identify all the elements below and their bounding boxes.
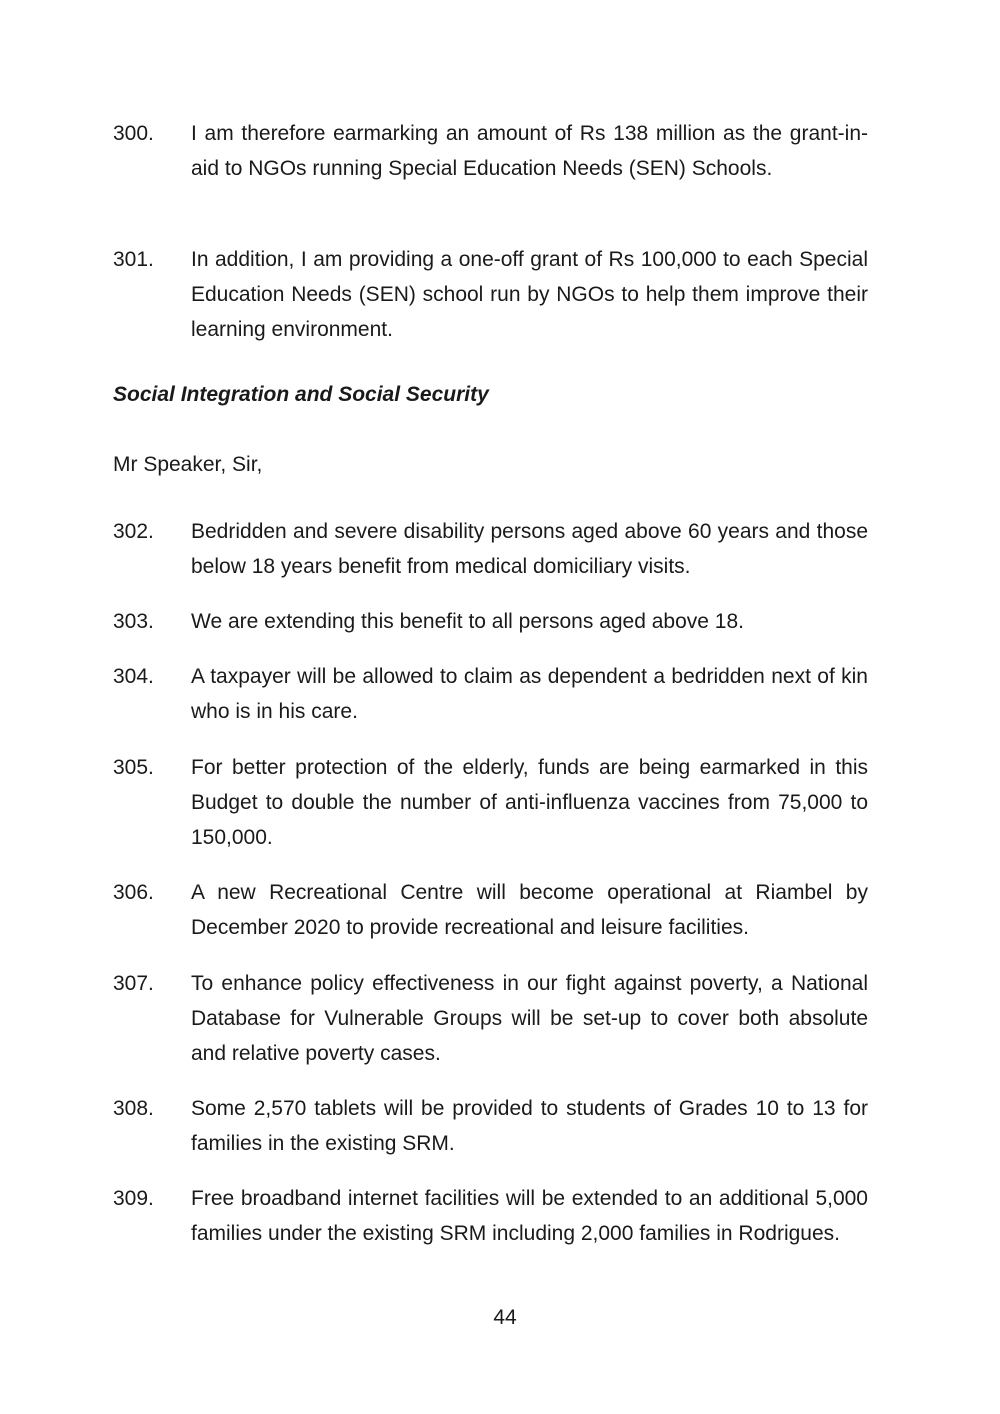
paragraph-301 [113, 242, 868, 347]
paragraph-text: Free broadband internet facilities will be extended to an additional 5,000 families under the existing SRM including 2,000 families in Rodrigues. [191, 1187, 868, 1245]
salutation: Mr Speaker, Sir, [113, 453, 263, 476]
paragraph-text: We are extending this benefit to all persons aged above 18. [191, 610, 744, 633]
paragraph-number: 306. [113, 881, 154, 904]
paragraph-number: 301. [113, 248, 154, 271]
paragraph-308 [113, 1091, 868, 1161]
paragraph-305 [113, 750, 868, 855]
paragraph-309 [113, 1181, 868, 1251]
paragraph-text: Some 2,570 tablets will be provided to students of Grades 10 to 13 for families in the existing SRM. [191, 1097, 868, 1155]
section-heading: Social Integration and Social Security [113, 383, 489, 406]
paragraph-text: In addition, I am providing a one-off grant of Rs 100,000 to each Special Education Needs (SEN) school run by NGOs to help them improve their learning environment. [191, 248, 868, 341]
paragraph-306 [113, 875, 868, 945]
paragraph-text: For better protection of the elderly, funds are being earmarked in this Budget to double the number of anti-influenza vaccines from 75,000 to 150,000. [191, 756, 868, 849]
paragraph-number: 305. [113, 756, 154, 779]
paragraph-304 [113, 659, 868, 729]
paragraph-302 [113, 514, 868, 584]
paragraph-300 [113, 116, 868, 186]
paragraph-number: 303. [113, 610, 154, 633]
paragraph-text: To enhance policy effectiveness in our fight against poverty, a National Database for Vulnerable Groups will be set-up to cover both absolute and relative poverty cases. [191, 972, 868, 1065]
paragraph-text: I am therefore earmarking an amount of Rs 138 million as the grant-in-aid to NGOs running Special Education Needs (SEN) Schools. [191, 122, 868, 180]
page-number: 44 [493, 1306, 517, 1329]
paragraph-303 [113, 604, 868, 639]
paragraph-text: Bedridden and severe disability persons aged above 60 years and those below 18 years benefit from medical domiciliary visits. [191, 520, 868, 578]
paragraph-text: A new Recreational Centre will become operational at Riambel by December 2020 to provide recreational and leisure facilities. [191, 881, 868, 939]
paragraph-number: 307. [113, 972, 154, 995]
paragraph-number: 308. [113, 1097, 154, 1120]
paragraph-number: 309. [113, 1187, 154, 1210]
paragraph-307 [113, 966, 868, 1071]
paragraph-number: 300. [113, 122, 154, 145]
paragraph-number: 304. [113, 665, 154, 688]
paragraph-number: 302. [113, 520, 154, 543]
paragraph-text: A taxpayer will be allowed to claim as dependent a bedridden next of kin who is in his care. [191, 665, 868, 723]
